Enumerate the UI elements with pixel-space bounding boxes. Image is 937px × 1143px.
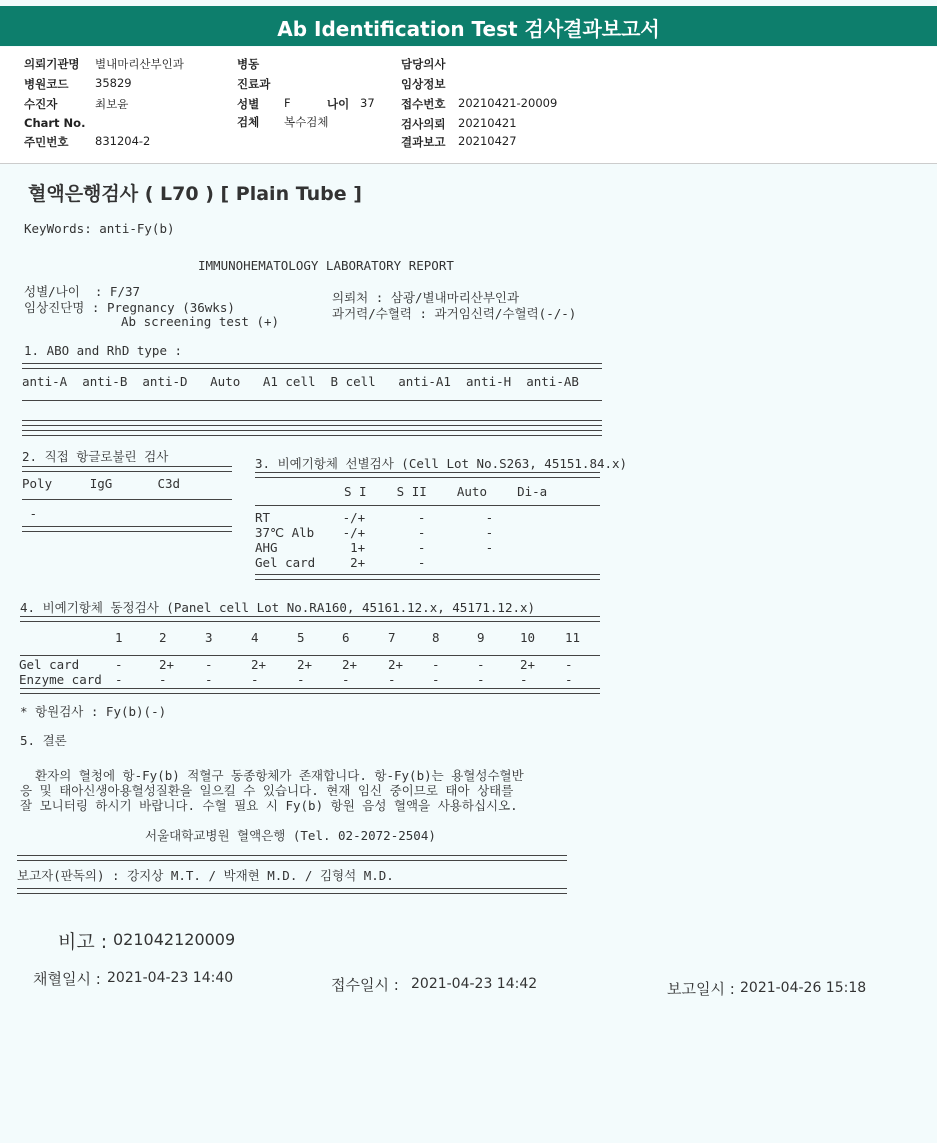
panel-cell-value: -: [388, 672, 396, 687]
section-5-title: 5. 결론: [20, 733, 67, 748]
request-date-value: 20210421: [458, 116, 517, 130]
report-datetime-value: 2021-04-26 15:18: [740, 980, 867, 996]
sex-value: F: [284, 96, 291, 110]
panel-column-number: 4: [251, 630, 259, 645]
clinical-info-label: 임상정보: [401, 77, 446, 91]
screening-row-label: 37℃ Alb: [255, 525, 315, 540]
specimen-label: 검체: [237, 115, 260, 129]
panel-column-number: 11: [565, 630, 581, 645]
panel-column-number: 7: [388, 630, 396, 645]
panel-cell-value: 2+: [388, 657, 404, 672]
single-rule: [22, 400, 602, 401]
screening-headers: S I S II Auto Di-a: [344, 484, 548, 499]
section-2-title: 2. 직접 항글로불린 검사: [22, 449, 169, 464]
conclusion-line-3: 잘 모니터링 하시기 바랍니다. 수혈 필요 시 Fy(b) 항원 음성 혈액을 사용하십시오.: [20, 798, 518, 813]
sex-label: 성별: [237, 97, 260, 111]
report-date-value: 20210427: [458, 134, 517, 148]
panel-cell-value: -: [115, 672, 123, 687]
single-rule: [255, 505, 600, 506]
double-rule: [17, 888, 567, 894]
dat-value: -: [22, 506, 38, 521]
department-label: 진료과: [237, 77, 271, 91]
panel-row-label: Enzyme card: [19, 672, 102, 687]
hospital-label: 의뢰기관명: [24, 57, 80, 71]
resident-no-value: 831204-2: [95, 134, 151, 148]
panel-cell-value: -: [251, 672, 259, 687]
panel-cell-value: 2+: [342, 657, 358, 672]
double-rule: [22, 466, 232, 472]
panel-cell-value: -: [342, 672, 350, 687]
requester: 의뢰처 : 삼광/별내마리산부인과: [332, 290, 520, 305]
note-value: 021042120009: [113, 930, 236, 949]
receive-label: 접수일시 :: [331, 976, 399, 994]
screening-row-values: -/+ - -: [320, 510, 494, 525]
resident-no-label: 주민번호: [24, 135, 69, 149]
panel-cell-value: -: [205, 657, 213, 672]
antigen-test: * 항원검사 : Fy(b)(-): [20, 704, 167, 719]
reporters: 보고자(판독의) : 강지상 M.T. / 박재현 M.D. / 김형석 M.D.: [17, 868, 394, 883]
report-datetime-label: 보고일시 :: [667, 980, 735, 998]
panel-cell-value: 2+: [297, 657, 313, 672]
section-3-title: 3. 비예기항체 선별검사 (Cell Lot No.S263, 45151.84.x): [255, 456, 628, 471]
window-title: Ab Identification Test 검사결과보고서: [277, 17, 660, 41]
panel-cell-value: -: [477, 657, 485, 672]
screening-row-label: AHG: [255, 540, 278, 555]
double-rule: [22, 430, 602, 436]
hospital-code-value: 35829: [95, 76, 132, 90]
patient-value: 최보윤: [95, 97, 129, 111]
diagnosis-line-2: Ab screening test (+): [121, 314, 280, 329]
dat-headers: Poly IgG C3d: [22, 476, 181, 491]
physician-label: 담당의사: [401, 57, 446, 71]
patient-info-header: [0, 47, 937, 164]
screening-row-values: -/+ - -: [320, 525, 494, 540]
panel-cell-value: -: [115, 657, 123, 672]
panel-cell-value: -: [159, 672, 167, 687]
screening-row-label: RT: [255, 510, 271, 525]
double-rule: [20, 688, 600, 694]
screening-row-values: 1+ - -: [320, 540, 494, 555]
abo-headers: anti-A anti-B anti-D Auto A1 cell B cell anti-A1 anti-H anti-AB: [22, 374, 579, 389]
hospital-contact: 서울대학교병원 혈액은행 (Tel. 02-2072-2504): [145, 828, 436, 843]
conclusion-line-1: 환자의 혈청에 항-Fy(b) 적혈구 동종항체가 존재합니다. 항-Fy(b)는 용혈성수혈반: [20, 768, 524, 783]
single-rule: [22, 499, 232, 500]
chart-no-label: Chart No.: [24, 116, 86, 130]
panel-column-number: 2: [159, 630, 167, 645]
panel-cell-value: -: [520, 672, 528, 687]
panel-cell-value: -: [432, 672, 440, 687]
screening-row-values: 2+ -: [320, 555, 426, 570]
panel-cell-value: -: [297, 672, 305, 687]
double-rule: [22, 363, 602, 369]
diagnosis-line-1: 임상진단명 : Pregnancy (36wks): [24, 300, 235, 315]
age-label: 나이: [327, 97, 350, 111]
screening-row-label: Gel card: [255, 555, 316, 570]
panel-column-number: 10: [520, 630, 536, 645]
double-rule: [255, 574, 600, 580]
panel-cell-value: 2+: [159, 657, 175, 672]
panel-cell-value: -: [565, 657, 573, 672]
panel-column-number: 6: [342, 630, 350, 645]
panel-column-number: 5: [297, 630, 305, 645]
panel-row-label: Gel card: [19, 657, 80, 672]
note-label: 비고 :: [58, 931, 108, 953]
double-rule: [20, 616, 600, 622]
section-1-title: 1. ABO and RhD type :: [24, 343, 183, 358]
panel-column-number: 1: [115, 630, 123, 645]
specimen-value: 복수검체: [284, 115, 329, 129]
collect-value: 2021-04-23 14:40: [107, 970, 234, 986]
panel-cell-value: -: [205, 672, 213, 687]
age-value: 37: [360, 96, 375, 110]
patient-label: 수진자: [24, 97, 58, 111]
panel-cell-value: -: [432, 657, 440, 672]
single-rule: [20, 655, 600, 656]
hospital-code-label: 병원코드: [24, 77, 69, 91]
lab-report-title: IMMUNOHEMATOLOGY LABORATORY REPORT: [198, 258, 454, 273]
keywords: KeyWords: anti-Fy(b): [24, 221, 175, 236]
section-4-title: 4. 비예기항체 동정검사 (Panel cell Lot No.RA160, 45161.12.x, 45171.12.x): [20, 600, 536, 615]
collect-label: 채혈일시 :: [33, 970, 101, 988]
double-rule: [17, 855, 567, 861]
panel-cell-value: -: [565, 672, 573, 687]
sex-age: 성별/나이 : F/37: [24, 284, 141, 299]
receipt-no-value: 20210421-20009: [458, 96, 558, 110]
panel-cell-value: 2+: [520, 657, 536, 672]
panel-column-number: 3: [205, 630, 213, 645]
receive-value: 2021-04-23 14:42: [411, 976, 538, 992]
test-title: 혈액은행검사 ( L70 ) [ Plain Tube ]: [28, 183, 362, 205]
double-rule: [22, 526, 232, 532]
panel-column-number: 9: [477, 630, 485, 645]
conclusion-line-2: 응 및 태아신생아용혈성질환을 일으킬 수 있습니다. 현재 임신 중이므로 태아 상태를: [20, 783, 514, 798]
report-date-label: 결과보고: [401, 135, 446, 149]
request-date-label: 검사의뢰: [401, 117, 446, 131]
panel-cell-value: 2+: [251, 657, 267, 672]
hospital-value: 별내마리산부인과: [95, 57, 184, 71]
double-rule: [255, 472, 600, 478]
receipt-no-label: 접수번호: [401, 97, 446, 111]
history: 과거력/수혈력 : 과거임신력/수혈력(-/-): [332, 306, 577, 321]
panel-cell-value: -: [477, 672, 485, 687]
panel-column-number: 8: [432, 630, 440, 645]
report-body: [0, 164, 937, 1143]
report-title-bar: [0, 0, 937, 46]
ward-label: 병동: [237, 57, 260, 71]
double-rule: [22, 420, 602, 426]
